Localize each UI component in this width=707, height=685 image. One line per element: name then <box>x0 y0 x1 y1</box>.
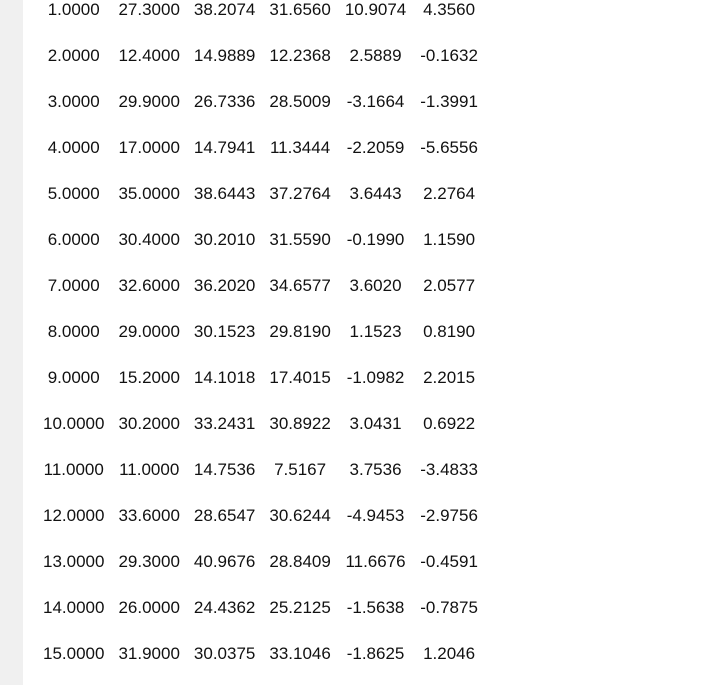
table-cell: 36.2020 <box>193 276 256 295</box>
table-cell: 24.4362 <box>193 598 256 617</box>
table-row <box>43 171 485 217</box>
table-cell: 11.0000 <box>119 460 180 479</box>
table-cell: 34.6577 <box>269 276 331 295</box>
table-row <box>43 493 485 539</box>
table-cell: 28.5009 <box>269 92 331 111</box>
table-row <box>43 631 485 677</box>
table-cell: 5.0000 <box>47 184 100 203</box>
table-cell: -1.8625 <box>346 644 405 663</box>
table-cell: 7.0000 <box>47 276 100 295</box>
table-cell: 29.0000 <box>118 322 180 341</box>
table-cell: 31.5590 <box>269 230 331 249</box>
table-cell: 37.2764 <box>269 184 331 203</box>
table-cell: 2.5889 <box>349 46 402 65</box>
table-cell: 9.0000 <box>47 368 100 387</box>
table-cell: 6.0000 <box>47 230 100 249</box>
table-cell: -3.1664 <box>346 92 405 111</box>
table-cell: 1.1590 <box>423 230 476 249</box>
table-cell: 4.3560 <box>423 0 476 19</box>
table-row <box>43 539 485 585</box>
table-cell: 4.0000 <box>47 138 100 157</box>
table-cell: 17.0000 <box>118 138 180 157</box>
table-cell: 31.9000 <box>118 644 180 663</box>
table-cell: 1.0000 <box>47 0 100 19</box>
table-cell: 14.1018 <box>193 368 256 387</box>
table-cell: 0.6922 <box>423 414 476 433</box>
table-cell: 2.0577 <box>423 276 476 295</box>
table-cell: 28.8409 <box>269 552 331 571</box>
table-cell: -3.4833 <box>420 460 478 479</box>
table-row <box>43 355 485 401</box>
table-cell: -1.3991 <box>420 92 478 111</box>
table-cell: 29.3000 <box>118 552 180 571</box>
table-cell: 30.4000 <box>118 230 180 249</box>
table-cell: 28.6547 <box>193 506 256 525</box>
table-cell: 7.5167 <box>274 460 327 479</box>
table-cell: 30.0375 <box>193 644 256 663</box>
table-cell: 27.3000 <box>118 0 180 19</box>
table-cell: 30.6244 <box>269 506 331 525</box>
table-cell: 1.2046 <box>423 644 476 663</box>
table-cell: -5.6556 <box>420 138 478 157</box>
table-cell: 14.9889 <box>193 46 256 65</box>
table-cell: 12.2368 <box>269 46 331 65</box>
table-row <box>43 217 485 263</box>
table-cell: 15.0000 <box>43 644 105 663</box>
table-cell: 14.0000 <box>43 598 105 617</box>
table-cell: 26.0000 <box>118 598 180 617</box>
table-cell: 33.6000 <box>118 506 180 525</box>
table-cell: 30.2000 <box>118 414 180 433</box>
table-cell: 30.1523 <box>193 322 256 341</box>
table-cell: 11.3444 <box>269 138 331 157</box>
table-cell: 14.7941 <box>193 138 256 157</box>
table-cell: -0.1990 <box>346 230 405 249</box>
table-cell: 12.4000 <box>118 46 180 65</box>
table-cell: 0.8190 <box>423 322 476 341</box>
table-cell: 30.2010 <box>193 230 256 249</box>
table-cell: 11.6676 <box>345 552 406 571</box>
table-cell: 35.0000 <box>118 184 180 203</box>
table-cell: 26.7336 <box>193 92 256 111</box>
table-body <box>43 0 485 677</box>
table-cell: 25.2125 <box>269 598 331 617</box>
table-row <box>43 447 485 493</box>
table-cell: 31.6560 <box>269 0 331 19</box>
table-cell: 12.0000 <box>43 506 105 525</box>
table-row <box>43 585 485 631</box>
table-cell: -4.9453 <box>346 506 405 525</box>
table-cell: 3.0000 <box>47 92 100 111</box>
table-row <box>43 33 485 79</box>
table-cell: -0.7875 <box>420 598 478 617</box>
table-cell: -2.9756 <box>420 506 478 525</box>
table-cell: -0.1632 <box>420 46 478 65</box>
table-row <box>43 0 485 33</box>
table-cell: 14.7536 <box>193 460 256 479</box>
table-cell: -1.5638 <box>346 598 405 617</box>
table-row <box>43 125 485 171</box>
table-cell: -0.4591 <box>420 552 478 571</box>
table-cell: 38.6443 <box>193 184 256 203</box>
table-cell: 29.8190 <box>269 322 331 341</box>
table-cell: 3.7536 <box>349 460 402 479</box>
table-cell: 3.6443 <box>349 184 402 203</box>
table-cell: 2.2015 <box>423 368 476 387</box>
table-cell: 10.9074 <box>344 0 407 19</box>
table-row <box>43 309 485 355</box>
table-cell: 40.9676 <box>193 552 256 571</box>
left-gutter <box>0 0 23 685</box>
table-cell: 15.2000 <box>118 368 180 387</box>
table-cell: 33.1046 <box>269 644 331 663</box>
table-cell: 32.6000 <box>118 276 180 295</box>
table-cell: 1.1523 <box>349 322 402 341</box>
table-cell: 2.0000 <box>47 46 100 65</box>
table-cell: 33.2431 <box>193 414 256 433</box>
table-cell: 17.4015 <box>269 368 331 387</box>
table-cell: 3.0431 <box>349 414 402 433</box>
table-cell: 30.8922 <box>269 414 331 433</box>
table-cell: 10.0000 <box>43 414 105 433</box>
table-cell: 3.6020 <box>349 276 402 295</box>
table-cell: 11.0000 <box>43 460 104 479</box>
data-table <box>43 0 485 677</box>
table-cell: 38.2074 <box>193 0 256 19</box>
table-cell: 29.9000 <box>118 92 180 111</box>
table-cell: 8.0000 <box>47 322 100 341</box>
table-cell: 13.0000 <box>43 552 105 571</box>
table-cell: -2.2059 <box>346 138 405 157</box>
table-cell: -1.0982 <box>346 368 405 387</box>
table-cell: 2.2764 <box>423 184 476 203</box>
table-row <box>43 79 485 125</box>
table-row <box>43 401 485 447</box>
table-row <box>43 263 485 309</box>
